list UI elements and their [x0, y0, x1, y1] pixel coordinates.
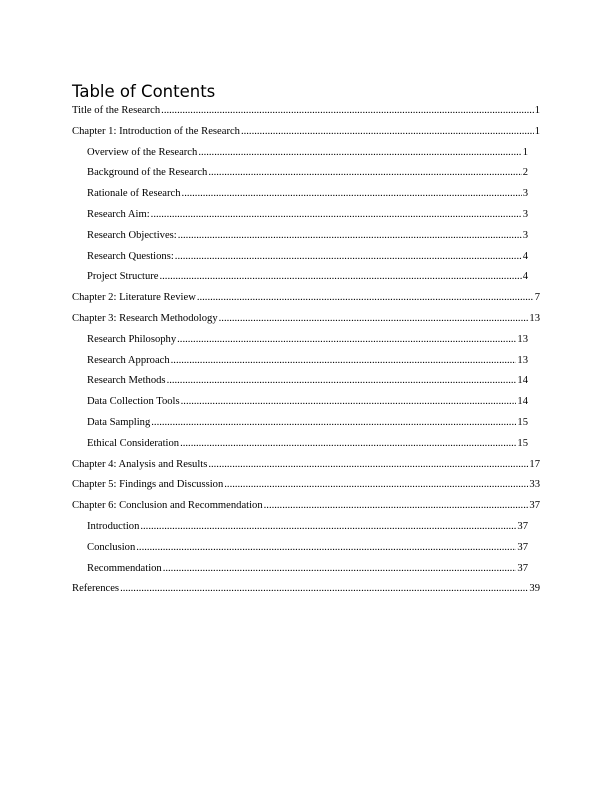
toc-entry-label: Project Structure	[87, 271, 159, 283]
toc-list	[72, 101, 542, 600]
toc-entry[interactable]	[87, 392, 528, 413]
toc-entry-label: Background of the Research	[87, 167, 208, 179]
toc-page-number: 1	[534, 105, 540, 116]
toc-dot-leader	[180, 434, 516, 455]
toc-entry-label: Research Questions:	[87, 250, 174, 262]
toc-dot-leader	[120, 579, 528, 600]
toc-entry[interactable]	[72, 579, 540, 600]
toc-dot-leader	[208, 455, 528, 476]
toc-entry[interactable]	[87, 351, 528, 372]
toc-dot-leader	[197, 288, 534, 309]
toc-page-number: 37	[517, 562, 528, 574]
toc-entry-label: Conclusion	[87, 541, 136, 553]
toc-page-number: 4	[522, 250, 528, 262]
toc-entry[interactable]	[72, 475, 540, 496]
toc-entry[interactable]	[87, 247, 528, 268]
toc-dot-leader	[208, 163, 521, 184]
toc-entry-label: Chapter 3: Research Methodology	[72, 312, 218, 324]
toc-dot-leader	[167, 371, 517, 392]
toc-dot-leader	[136, 538, 516, 559]
toc-dot-leader	[219, 309, 529, 330]
toc-entry-label: Data Sampling	[87, 416, 151, 428]
toc-entry[interactable]	[87, 184, 528, 205]
toc-entry-label: Title of the Research	[72, 105, 161, 116]
toc-dot-leader	[151, 205, 522, 226]
toc-entry-label: Research Aim:	[87, 208, 150, 220]
toc-page-number: 3	[522, 229, 528, 241]
toc-entry[interactable]	[72, 122, 540, 143]
toc-dot-leader	[163, 559, 517, 580]
toc-entry[interactable]	[87, 143, 528, 164]
toc-entry-label: Research Objectives:	[87, 229, 177, 241]
toc-entry[interactable]	[72, 309, 540, 330]
toc-entry[interactable]	[87, 267, 528, 288]
toc-page-number: 4	[522, 271, 528, 283]
toc-entry-label: Research Approach	[87, 354, 170, 366]
toc-page-number: 37	[529, 500, 540, 512]
toc-page-number: 13	[517, 354, 528, 366]
toc-entry[interactable]	[72, 496, 540, 517]
toc-entry-label: Rationale of Research	[87, 188, 181, 200]
toc-dot-leader	[140, 517, 516, 538]
toc-page-number: 2	[522, 167, 528, 179]
toc-entry-label: Chapter 6: Conclusion and Recommendation	[72, 500, 263, 512]
toc-page-number: 14	[517, 396, 528, 408]
toc-entry[interactable]	[72, 288, 540, 309]
toc-entry[interactable]	[87, 205, 528, 226]
toc-dot-leader	[241, 122, 534, 143]
toc-entry[interactable]	[72, 455, 540, 476]
toc-entry-label: Chapter 5: Findings and Discussion	[72, 479, 224, 491]
toc-entry-label: Overview of the Research	[87, 146, 198, 158]
toc-page-number: 37	[517, 520, 528, 532]
toc-dot-leader	[171, 351, 517, 372]
toc-entry-label: Introduction	[87, 520, 140, 532]
toc-entry[interactable]	[87, 538, 528, 559]
toc-entry[interactable]	[87, 434, 528, 455]
toc-entry-label: Data Collection Tools	[87, 396, 180, 408]
toc-title: Table of Contents	[72, 82, 216, 101]
toc-entry[interactable]	[87, 163, 528, 184]
toc-entry-label: Research Philosophy	[87, 333, 177, 345]
toc-page-number: 1	[522, 146, 528, 158]
toc-page-number: 7	[534, 292, 540, 304]
toc-dot-leader	[175, 247, 522, 268]
toc-entry-label: Research Methods	[87, 375, 166, 387]
toc-page-number: 15	[517, 437, 528, 449]
toc-entry-label: Chapter 4: Analysis and Results	[72, 458, 208, 470]
toc-entry[interactable]	[87, 559, 528, 580]
toc-entry-label: Chapter 2: Literature Review	[72, 292, 196, 304]
toc-page-number: 3	[522, 208, 528, 220]
toc-entry[interactable]	[72, 101, 540, 122]
toc-dot-leader	[182, 184, 522, 205]
toc-dot-leader	[224, 475, 528, 496]
toc-dot-leader	[198, 143, 521, 164]
toc-page-number: 39	[529, 583, 540, 595]
toc-dot-leader	[178, 226, 522, 247]
toc-dot-leader	[264, 496, 529, 517]
toc-page-number: 17	[529, 458, 540, 470]
toc-page-number: 13	[517, 333, 528, 345]
toc-page-number: 1	[534, 125, 540, 137]
toc-page-number: 37	[517, 541, 528, 553]
toc-entry-label: Chapter 1: Introduction of the Research	[72, 125, 240, 137]
toc-page-number: 15	[517, 416, 528, 428]
toc-page-number: 3	[522, 188, 528, 200]
toc-page-number: 33	[529, 479, 540, 491]
toc-entry-label: Recommendation	[87, 562, 162, 574]
toc-entry[interactable]	[87, 330, 528, 351]
toc-page-number: 13	[529, 312, 540, 324]
toc-entry[interactable]	[87, 371, 528, 392]
toc-dot-leader	[181, 392, 517, 413]
toc-entry-label: Ethical Consideration	[87, 437, 180, 449]
toc-dot-leader	[151, 413, 516, 434]
toc-entry[interactable]	[87, 413, 528, 434]
toc-entry-label: References	[72, 583, 120, 595]
toc-page-number: 14	[517, 375, 528, 387]
toc-dot-leader	[160, 267, 522, 288]
toc-dot-leader	[161, 101, 534, 122]
toc-entry[interactable]	[87, 517, 528, 538]
toc-entry[interactable]	[87, 226, 528, 247]
toc-dot-leader	[177, 330, 516, 351]
